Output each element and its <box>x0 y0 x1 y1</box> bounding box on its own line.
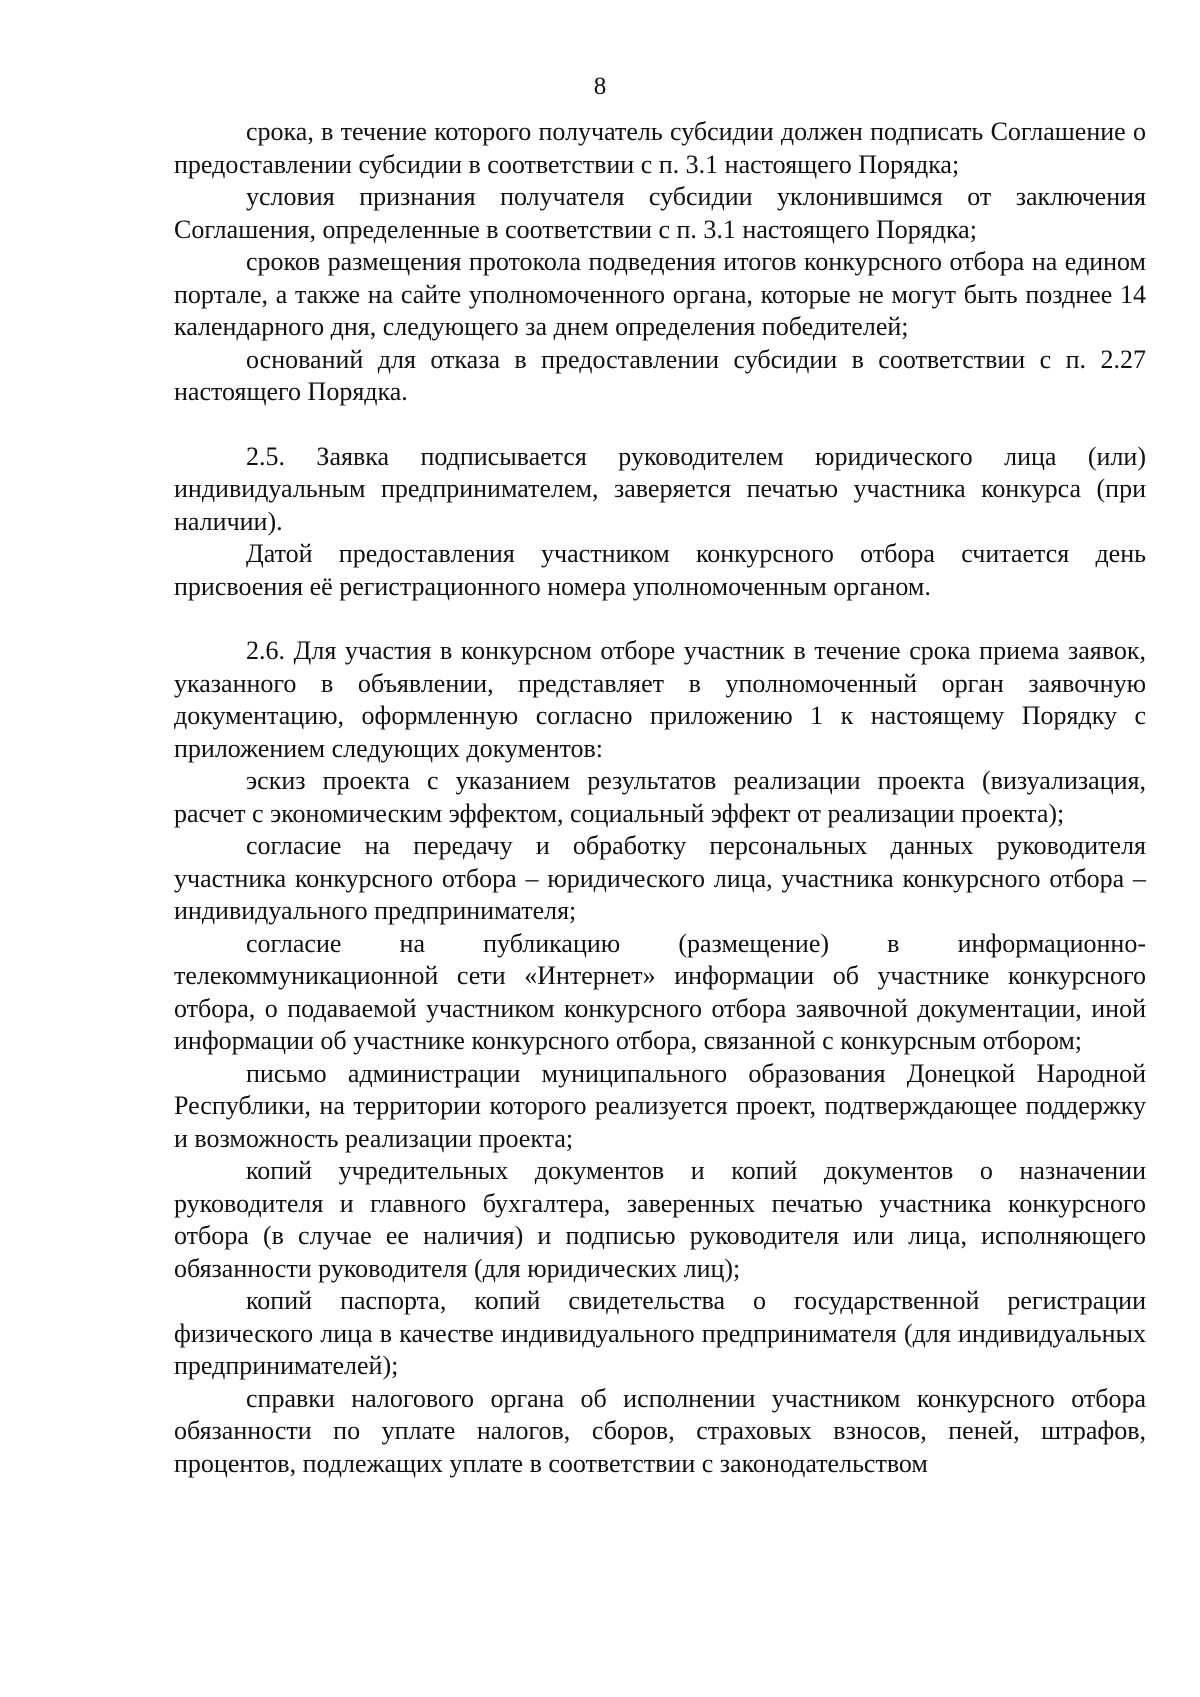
list-item-project-sketch: эскиз проекта с указанием результатов реализации проекта (визуализация, расчет с экономическим эффектом, социальный эффект от реализации проекта); <box>174 766 1146 828</box>
paragraph-2-6: 2.6. Для участия в конкурсном отборе участник в течение срока приема заявок, указанного в объявлении, представляет в уполномоченный орган заявочную документацию, оформленную согласно приложению 1 к настоящему Порядку с приложением следующих документов: <box>174 636 1146 763</box>
paragraph-signing-term: срока, в течение которого получатель субсидии должен подписать Соглашение о предоставлении субсидии в соответствии с п. 3.1 настоящего Порядка; <box>174 117 1146 179</box>
paragraph-evasion-conditions: условия признания получателя субсидии уклонившимся от заключения Соглашения, определенные в соответствии с п. 3.1 настоящего Порядка; <box>174 182 1146 244</box>
paragraph-protocol-placement: сроков размещения протокола подведения итогов конкурсного отбора на едином портале, а также на сайте уполномоченного органа, которые не могут быть позднее 14 календарного дня, следующего за днем определения победителей; <box>174 247 1146 341</box>
paragraph-2-5: 2.5. Заявка подписывается руководителем юридического лица (или) индивидуальным предпринимателем, заверяется печатью участника конкурса (при наличии). <box>174 441 1146 536</box>
list-item-personal-data-consent: согласие на передачу и обработку персональных данных руководителя участника конкурсного отбора – юридического лица, участника конкурсного отбора – индивидуального предпринимателя; <box>174 831 1146 925</box>
page-number: 8 <box>593 73 607 100</box>
paragraph-refusal-grounds: оснований для отказа в предоставлении субсидии в соответствии с п. 2.27 настоящего Порядка. <box>174 344 1146 406</box>
list-item-founding-documents: копий учредительных документов и копий документов о назначении руководителя и главного бухгалтера, заверенных печатью участника конкурсного отбора (в случае ее наличия) и подписью руководителя или лица, исполняющего обязанности руководителя (для юридических лиц); <box>174 1156 1146 1283</box>
list-item-tax-certificate: справки налогового органа об исполнении участником конкурсного отбора обязанности по уплате налогов, сборов, страховых взносов, пеней, штрафов, процентов, подлежащих уплате в соответствии с законодательством <box>174 1383 1146 1478</box>
list-item-passport-copies: копий паспорта, копий свидетельства о государственной регистрации физического лица в качестве индивидуального предпринимателя (для индивидуальных предпринимателей); <box>174 1286 1146 1380</box>
list-item-publication-consent: согласие на публикацию (размещение) в информационно-телекоммуникационной сети «Интернет» информации об участнике конкурсного отбора, о подаваемой участником конкурсного отбора заявочной документации, иной информации об участнике конкурсного отбора, связанной с конкурсным отбором; <box>174 928 1146 1055</box>
document-body <box>174 116 1146 1480</box>
list-item-administration-letter: письмо администрации муниципального образования Донецкой Народной Республики, на территории которого реализуется проект, подтверждающее поддержку и возможность реализации проекта; <box>174 1058 1146 1153</box>
paragraph-submission-date: Датой предоставления участником конкурсного отбора считается день присвоения её регистрационного номера уполномоченным органом. <box>174 539 1146 601</box>
